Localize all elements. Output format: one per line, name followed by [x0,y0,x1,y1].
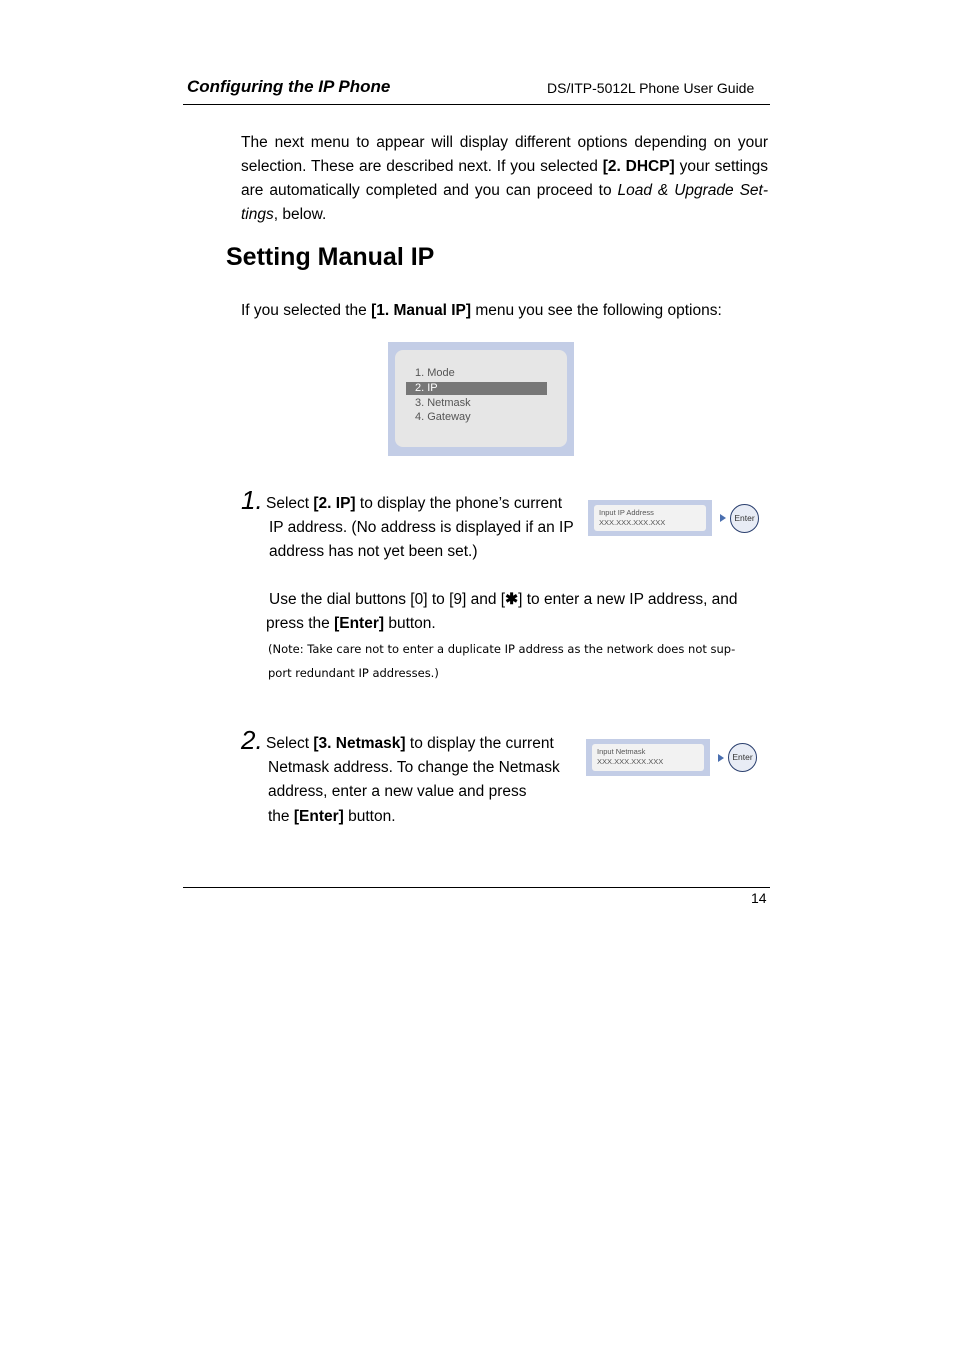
step-2-line-2: Netmask address. To change the Netmask [268,759,560,776]
lcd-menu-item-ip-selected: 2. IP [406,382,547,395]
section-heading: Setting Manual IP [226,243,435,271]
step-2-number: 2. [241,725,263,755]
lcd-menu-item-mode: 1. Mode [415,367,455,379]
manual-intro-text-1: If you selected the [241,302,372,319]
step-1-note-line-1: (Note: Take care not to enter a duplicate IP address as the network does not sup- [268,642,736,656]
step-1-press-text-1: press the [266,615,335,632]
step-1-input-label: Input IP Address [599,508,654,517]
step-1-input-screen [588,500,712,536]
step-2-bold-netmask: [3. Netmask] [313,735,406,752]
step-1-line-3: address has not yet been set.) [269,543,478,560]
step-1-bold-ip: [2. IP] [313,495,356,512]
page-number: 14 [751,890,767,906]
step-1-input-display [594,505,706,531]
step-1-number: 1. [241,485,263,515]
step-2-text-1: Select [266,735,314,752]
step-1-line-2: IP address. (No address is displayed if an IP [269,519,574,536]
lcd-menu-item-netmask: 3. Netmask [415,397,471,409]
header-rule [183,104,770,105]
step-2-line-4-text-2: button. [343,808,396,825]
intro-text-2: your settings are automatically completed and you can proceed to [241,158,769,199]
step-2-input-label: Input Netmask [597,747,646,756]
step-1-press-enter [266,612,436,636]
step-2-text-2: to display the current [405,735,554,752]
step-2-input-display [592,744,704,771]
intro-text-3: , below. [273,206,327,223]
step-2-input-screen [586,739,710,776]
step-1-line-1 [266,492,562,516]
step-2-line-4-bold: [Enter] [293,808,344,825]
right-arrow-icon [720,514,726,522]
header-section-title: Configuring the IP Phone [187,77,391,96]
step-1-dial-instruction [269,588,738,612]
step-1-dial-text-1: Use the dial buttons [0] to [9] and [ [269,591,506,608]
step-1-press-text-2: button. [384,615,436,632]
step-1-input-value: XXX.XXX.XXX.XXX [599,518,666,527]
manual-intro-text-2: menu you see the following options: [471,302,722,319]
manual-intro-bold: [1. Manual IP] [371,302,472,319]
intro-paragraph [241,131,768,227]
enter-button-icon: Enter [730,504,759,533]
step-1-note-line-2: port redundant IP addresses.) [268,666,439,680]
lcd-menu-item-gateway: 4. Gateway [415,411,471,423]
step-1-press-bold: [Enter] [334,615,385,632]
manual-intro [241,299,722,323]
intro-bold-dhcp: [2. DHCP] [602,158,675,175]
header-guide-title: DS/ITP-5012L Phone User Guide [547,80,755,96]
star-key-icon: ✱ [505,591,519,608]
intro-italic-load-upgrade: Load & Upgrade Set-tings [241,182,768,223]
step-1-text-2: to display the phone’s current [355,495,563,512]
step-2-line-1 [266,732,554,756]
lcd-menu-display [395,350,567,447]
step-1-dial-text-2: ] to enter a new IP address, and [518,591,738,608]
step-2-line-3: address, enter a new value and press [268,783,527,800]
step-2-line-4-text-1: the [268,808,294,825]
lcd-menu-screen [388,342,574,456]
step-2-input-value: XXX.XXX.XXX.XXX [597,757,664,766]
step-1-text-1: Select [266,495,314,512]
intro-text-1: The next menu to appear will display different options depending on your selection. These are described next. If you selected [241,134,768,175]
step-2-line-4 [268,805,396,829]
enter-button-icon: Enter [728,743,757,772]
footer-rule [183,887,770,888]
right-arrow-icon [718,754,724,762]
